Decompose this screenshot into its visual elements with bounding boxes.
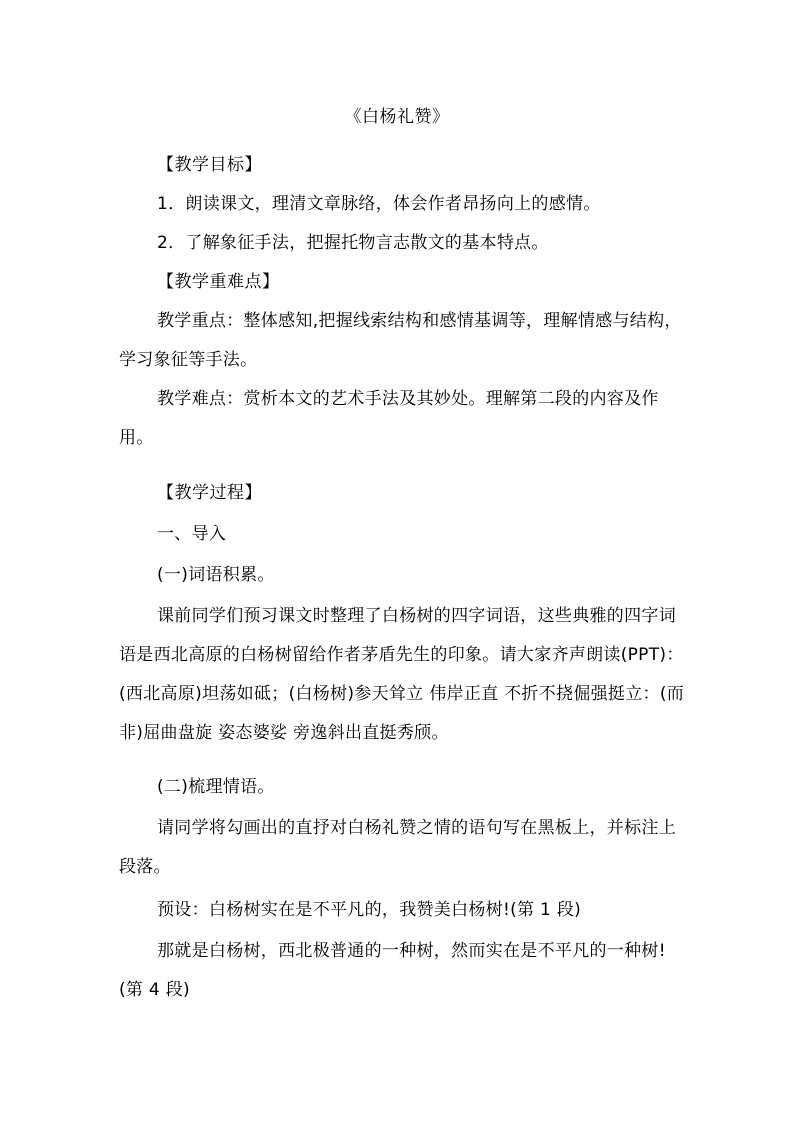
objective-item-2: 2．了解象征手法，把握托物言志散文的基本特点。 <box>157 233 549 253</box>
objective-item-1: 1．朗读课文，理清文章脉络，体会作者昂扬向上的感情。 <box>157 194 601 214</box>
section-heading-process: 【教学过程】 <box>157 483 262 503</box>
quote-paragraph: 那就是白杨树，西北极普通的一种树，然而实在是不平凡的一种树!(第 4 段) <box>119 941 666 1000</box>
section-heading-key-points: 【教学重难点】 <box>157 272 280 292</box>
subsection-heading-emotion: (二)梳理情语。 <box>157 777 275 797</box>
emotion-instruction-paragraph: 请同学将勾画出的直抒对白杨礼赞之情的语句写在黑板上，并标注上段落。 <box>119 818 676 877</box>
document-title: 《白杨礼赞》 <box>344 107 450 127</box>
subsection-heading-intro: 一、导入 <box>157 524 227 544</box>
subsection-heading-vocabulary: (一)词语积累。 <box>157 565 275 585</box>
section-heading-objectives: 【教学目标】 <box>157 155 262 175</box>
key-point-paragraph: 教学重点：整体感知,把握线索结构和感情基调等，理解情感与结构，学习象征等手法。 <box>119 311 682 370</box>
difficult-point-paragraph: 教学难点：赏析本文的艺术手法及其妙处。理解第二段的内容及作用。 <box>119 389 659 448</box>
vocabulary-paragraph: 课前同学们预习课文时整理了白杨树的四字词语，这些典雅的四字词语是西北高原的白杨树留给作者茅盾先生的印象。请大家齐声朗读(PPT)：(西北高原)坦荡如砥；(白杨树)参天耸立 伟岸正直 不折不挠倔强挺立：(而非)屈曲盘旋 姿态婆娑 旁逸斜出直挺秀颀。 <box>119 606 685 743</box>
preset-answer-paragraph: 预设：白杨树实在是不平凡的，我赞美白杨树!(第 1 段) <box>157 900 582 920</box>
